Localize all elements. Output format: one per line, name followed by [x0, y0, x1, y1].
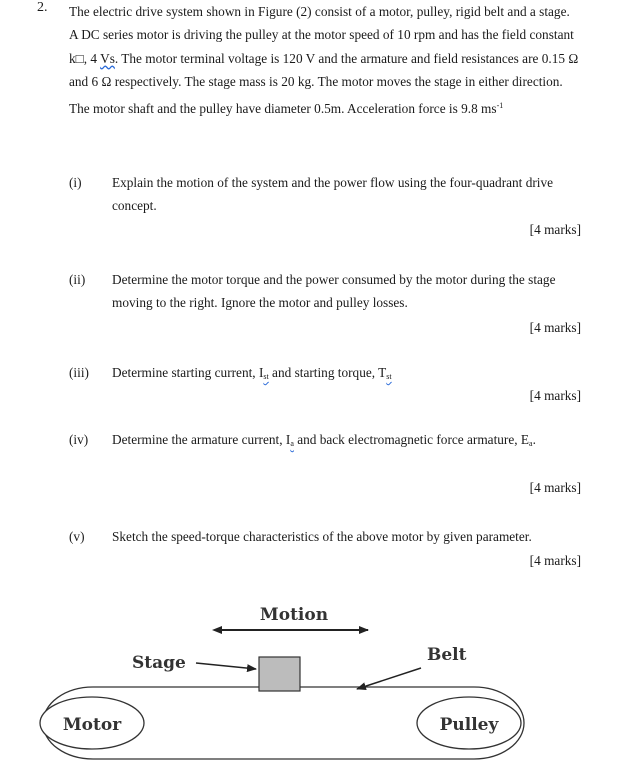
- part-iv-text: Determine the armature current, $I_a$ and back electromagnetic force armature, $E_a$.: [112, 432, 536, 448]
- intro-text-b: , 4: [83, 50, 101, 66]
- stage-arrow: [196, 663, 256, 669]
- question-intro: [69, 0, 581, 120]
- part-i-text: Explain the motion of the system and the power flow using the four-quadrant drive concept.: [112, 175, 554, 213]
- part-ii-text: Determine the motor torque and the power consumed by the motor during the stage moving to the right. Ignore the motor and pulley losses.: [112, 272, 556, 310]
- part-v-numeral: (v): [69, 529, 85, 544]
- part-iv-numeral: (iv): [69, 432, 89, 447]
- sub-a-current: a: [290, 439, 294, 448]
- question-number: 2.: [37, 0, 48, 15]
- part-v: [69, 525, 581, 568]
- part-iv: [69, 428, 581, 495]
- motor-label: Motor: [62, 715, 122, 735]
- part-ii-marks: [4 marks]: [529, 320, 581, 335]
- accel-superscript: -1: [496, 100, 504, 110]
- part-i-marks: [4 marks]: [529, 222, 581, 237]
- belt-arrow: [357, 668, 421, 689]
- part-i-numeral: (i): [69, 175, 82, 190]
- part-iii-text: Determine starting current, $I_{st}$ and starting torque, $T_{st}$: [112, 365, 392, 381]
- part-i: [69, 171, 581, 237]
- stage-block: [259, 657, 300, 691]
- part-iii-numeral: (iii): [69, 365, 89, 380]
- stage-label: Stage: [132, 653, 186, 673]
- sub-a-emf: a: [529, 439, 533, 448]
- part-iii: [69, 361, 581, 403]
- belt-label: Belt: [427, 645, 467, 665]
- unit-vs: Vs: [100, 50, 115, 66]
- sub-st-torque: st: [386, 372, 392, 381]
- intro-text-c: . The motor terminal voltage is 120 V and the armature and field resistances are 0.15 Ω and 6 Ω respectively. The stage mass is 20 kg. The motor moves the stage in either direction. The motor shaft and the pulley have diameter 0.5m. Acceleration force is 9.8 ms: [69, 50, 579, 116]
- pulley-label: Pulley: [439, 715, 499, 735]
- missing-glyph: □: [75, 50, 84, 66]
- part-v-marks: [4 marks]: [529, 553, 581, 568]
- intro-text-a: The electric drive system shown in Figure (2) consist of a motor, pulley, rigid belt and a stage. A DC series motor is driving the pulley at the motor speed of 10 rpm and has the field constant k: [69, 4, 574, 66]
- motion-label: Motion: [259, 605, 329, 625]
- sub-st-current: st: [263, 372, 269, 381]
- drive-system-figure: [0, 590, 643, 764]
- part-ii: [69, 268, 581, 335]
- part-ii-numeral: (ii): [69, 272, 86, 287]
- part-iii-marks: [4 marks]: [529, 388, 581, 403]
- part-iv-marks: [4 marks]: [529, 480, 581, 495]
- part-v-text: Sketch the speed-torque characteristics of the above motor by given parameter.: [112, 529, 532, 544]
